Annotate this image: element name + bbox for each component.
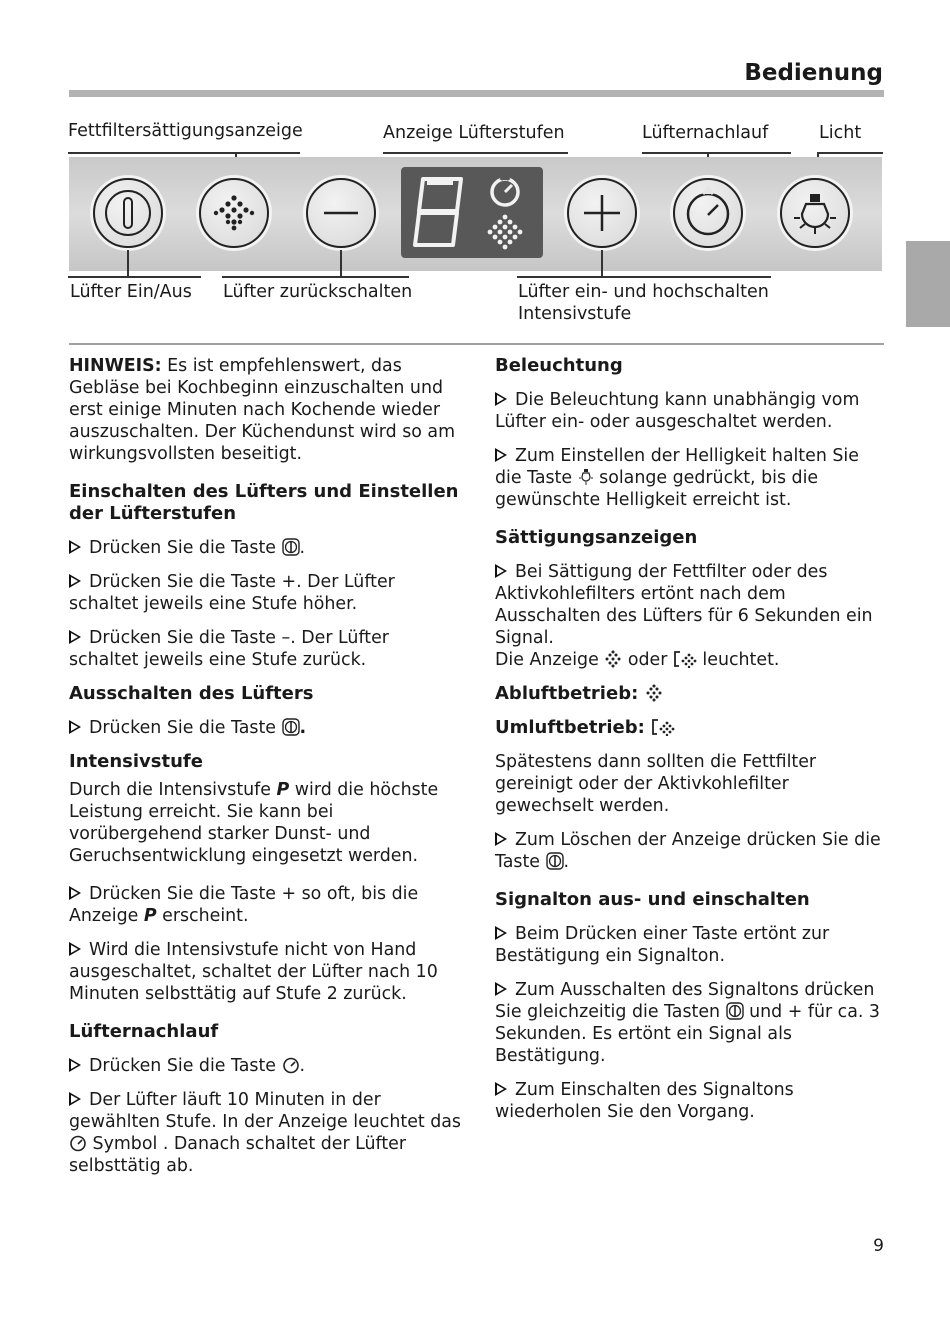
power-button[interactable] xyxy=(93,178,163,248)
leader-hoch xyxy=(517,276,771,278)
heading-ausschalten: Ausschalten des Lüfters xyxy=(69,683,314,704)
left-column xyxy=(69,355,461,1189)
leader-anzeige xyxy=(383,152,568,154)
label-nachlauf: Lüfternachlauf xyxy=(642,123,769,143)
page-title: Bedienung xyxy=(744,60,883,86)
label-einaus: Lüfter Ein/Aus xyxy=(70,282,192,302)
lamp-icon xyxy=(782,180,848,246)
step-beleuchtung-1: Die Beleuchtung kann unabhängig vom Lüfter ein- oder ausgeschaltet werden. xyxy=(495,390,860,432)
heading-signalton: Signalton aus- und einschalten xyxy=(495,889,810,910)
heading-einschalten: Einschalten des Lüfters und Einstellen der Lüfterstufen xyxy=(69,481,459,524)
arrow-icon xyxy=(69,540,81,554)
step-beleuchtung-2: Zum Einstellen der Helligkeit halten Sie die Taste solange gedrückt, bis die gewünschte Helligkeit erreicht ist. xyxy=(495,446,859,510)
grease-filter-dots-icon xyxy=(201,180,267,246)
hinweis-label: HINWEIS: xyxy=(69,356,162,376)
step-nachlauf-1: Drücken Sie die Taste . xyxy=(69,1055,461,1077)
plus-icon xyxy=(569,180,635,246)
clock-timer-icon xyxy=(492,173,518,205)
label-hochschalten: Lüfter ein- und hochschalten xyxy=(518,282,769,302)
minus-button[interactable] xyxy=(306,178,376,248)
step-signal-2: Zum Ausschalten des Signaltons drücken Sie gleichzeitig die Tasten und + für ca. 3 Sekunden. Es ertönt ein Signal als Bestätigung. xyxy=(495,980,880,1066)
leader-einaus-v xyxy=(127,250,129,276)
power-icon xyxy=(546,852,564,870)
hinweis-paragraph xyxy=(69,355,461,465)
arrow-icon xyxy=(69,886,81,900)
fan-delay-button[interactable] xyxy=(673,178,743,248)
fan-level-display xyxy=(401,167,543,258)
heading-intensivstufe: Intensivstufe xyxy=(69,751,203,772)
step-intensiv-2: Wird die Intensivstufe nicht von Hand ausgeschaltet, schaltet der Lüfter nach 10 Minuten selbsttätig auf Stufe 2 zurück. xyxy=(69,940,438,1004)
leader-einaus xyxy=(68,276,201,278)
arrow-icon xyxy=(495,448,507,462)
power-icon xyxy=(95,180,161,246)
leader-licht xyxy=(817,152,883,154)
light-button[interactable] xyxy=(780,178,850,248)
grease-filter-dots-icon xyxy=(604,650,622,668)
p-symbol: P xyxy=(276,780,290,800)
right-column xyxy=(495,355,887,1135)
leader-zurueck xyxy=(222,276,409,278)
step-saettigung-2: Zum Löschen der Anzeige drücken Sie die Taste . xyxy=(495,830,881,872)
heading-beleuchtung: Beleuchtung xyxy=(495,355,623,376)
page-number: 9 xyxy=(873,1236,884,1256)
filter-indicator-button[interactable] xyxy=(199,178,269,248)
arrow-icon xyxy=(495,926,507,940)
step-intensiv-1: Drücken Sie die Taste + so oft, bis die Anzeige P erscheint. xyxy=(69,884,419,926)
label-licht: Licht xyxy=(819,123,862,143)
label-zurueck: Lüfter zurückschalten xyxy=(223,282,413,302)
step-nachlauf-2: Der Lüfter läuft 10 Minuten in der gewählten Stufe. In der Anzeige leuchtet das Symbol . Danach schaltet der Lüfter selbsttätig ab. xyxy=(69,1090,461,1176)
intensiv-description: Durch die Intensivstufe P wird die höchste Leistung erreicht. Sie kann bei vorübergehend starker Dunst- und Geruchsentwicklung eingesetzt werden. xyxy=(69,780,439,866)
charcoal-filter-icon xyxy=(651,718,675,736)
lamp-icon xyxy=(578,468,594,486)
heading-abluft: Abluftbetrieb: xyxy=(495,683,887,705)
title-rule xyxy=(69,90,884,97)
grease-filter-dots-icon xyxy=(488,215,523,250)
arrow-icon xyxy=(495,982,507,996)
arrow-icon xyxy=(495,564,507,578)
step-signal-1: Beim Drücken einer Taste ertönt zur Bestätigung ein Signalton. xyxy=(495,924,830,966)
heading-nachlauf: Lüfternachlauf xyxy=(69,1021,219,1042)
arrow-icon xyxy=(495,832,507,846)
step-einschalten-3: Drücken Sie die Taste –. Der Lüfter schaltet jeweils eine Stufe zurück. xyxy=(69,628,389,670)
label-fettfilter: Fettfiltersättigungsanzeige xyxy=(68,121,303,141)
arrow-icon xyxy=(495,392,507,406)
leader-nachlauf xyxy=(642,152,791,154)
leader-hoch-v xyxy=(601,250,603,276)
arrow-icon xyxy=(69,1092,81,1106)
timer-icon xyxy=(69,1134,87,1152)
step-saettigung-1: Bei Sättigung der Fettfilter oder des Aktivkohlefilters ertönt nach dem Ausschalten des Lüfters für 6 Sekunden ein Signal. Die Anzeige oder leuchtet. xyxy=(495,562,873,670)
saettigung-note: Spätestens dann sollten die Fettfilter gereinigt oder der Aktivkohlefilter gewechselt werden. xyxy=(495,752,817,816)
power-icon xyxy=(282,538,300,556)
section-separator xyxy=(69,343,884,345)
side-tab-marker xyxy=(906,241,950,327)
arrow-icon xyxy=(69,630,81,644)
label-intensivstufe: Intensivstufe xyxy=(518,304,632,324)
power-icon xyxy=(726,1002,744,1020)
seven-segment-digit xyxy=(401,167,543,258)
arrow-icon xyxy=(495,1082,507,1096)
step-ausschalten-1: Drücken Sie die Taste . xyxy=(69,717,461,739)
label-anzeige: Anzeige Lüfterstufen xyxy=(383,123,565,143)
arrow-icon xyxy=(69,1058,81,1072)
heading-umluft: Umluftbetrieb: xyxy=(495,717,887,739)
step-einschalten-1: Drücken Sie die Taste . xyxy=(69,537,461,559)
minus-icon xyxy=(308,180,374,246)
heading-saettigung: Sättigungsanzeigen xyxy=(495,527,698,548)
step-signal-3: Zum Einschalten des Signaltons wiederholen Sie den Vorgang. xyxy=(495,1080,794,1122)
grease-filter-dots-icon xyxy=(645,684,663,702)
power-icon xyxy=(282,718,300,736)
step-einschalten-2: Drücken Sie die Taste +. Der Lüfter schaltet jeweils eine Stufe höher. xyxy=(69,572,395,614)
arrow-icon xyxy=(69,720,81,734)
leader-fettfilter xyxy=(68,152,300,154)
charcoal-filter-icon xyxy=(673,650,697,668)
arrow-icon xyxy=(69,942,81,956)
arrow-icon xyxy=(69,574,81,588)
leader-zurueck-v xyxy=(340,250,342,276)
plus-button[interactable] xyxy=(567,178,637,248)
hinweis-text: Es ist empfehlenswert, das Gebläse bei Kochbeginn einzuschalten und erst einige Minuten nach Kochende wieder auszuschalten. Der Küchendunst wird so am wirkungsvollsten beseitigt. xyxy=(69,356,456,464)
timer-icon xyxy=(282,1056,300,1074)
p-symbol: P xyxy=(143,906,157,926)
timer-icon xyxy=(675,180,741,246)
